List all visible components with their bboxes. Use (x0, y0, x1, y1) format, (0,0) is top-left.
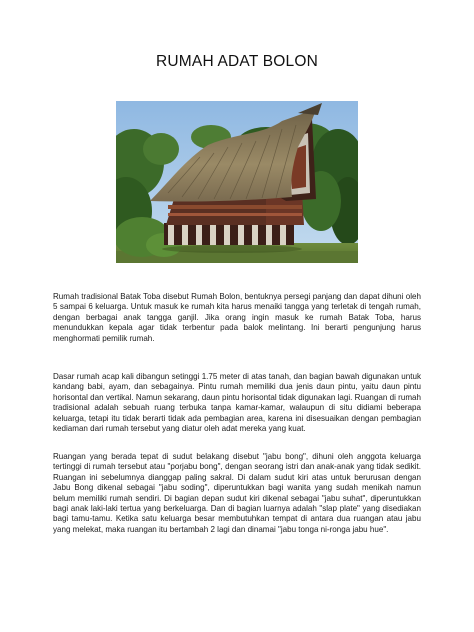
paragraph-1: Rumah tradisional Batak Toba disebut Rumah Bolon, bentuknya persegi panjang dan dapat dihuni oleh 5 sampai 6 keluarga. Untuk masuk ke rumah kita harus menaiki tangga yang terletak di tengah rumah, dengan berbagai anak tangga ganjil. Jika orang ingin masuk ke rumah Batak Toba, harus menundukkan kepala agar tidak terbentur pada balok melintang. Ini berarti pengunjung harus menghormati pemilik rumah. (53, 292, 421, 343)
page-title: RUMAH ADAT BOLON (156, 53, 318, 70)
rumah-bolon-photo (116, 101, 358, 263)
paragraph-3: Ruangan yang berada tepat di sudut belakang disebut "jabu bong", dihuni oleh anggota keluarga tertinggi di rumah tersebut atau "porjabu bong", dengan seorang istri dan anak-anak yang tidak sedikit. Ruangan ini sebelumnya dianggap paling sakral. Di dalam sudut kiri atas untuk berurusan dengan Jabu Bong dikenal sebagai "jabu soding", diperuntukkan bagi wanita yang sudah menikah namun belum memiliki rumah sendiri. Di bagian depan sudut kiri dikenal sebagai "jabu suhat", diperuntukkan bagi anak laki-laki tertua yang berkeluarga. Dan di bagian luarnya adalah "slap plate" yang disediakan bagi tamu-tamu. Ketika satu keluarga besar membutuhkan tempat di antara dua ruangan atau jabu yang melekat, maka ruangan itu bertambah 2 lagi dan dinamai "jabu tonga ni-ronga jabu hue". (53, 452, 421, 534)
paragraph-2: Dasar rumah acap kali dibangun setinggi 1.75 meter di atas tanah, dan bagian bawah digunakan untuk kandang babi, ayam, dan sebagainya. Pintu rumah memiliki dua jenis daun pintu, yaitu daun pintu horisontal dan vertikal. Namun sekarang, daun pintu horisontal tidak digunakan lagi. Ruangan di rumah tradisional adalah sebuah ruang terbuka tanpa kamar-kamar, walaupun di situ didiami beberapa keluarga, tetapi itu tidak berarti tidak ada pembagian area, karena ini disesuaikan dengan pembagian kediaman dari rumah tersebut yang diatur oleh adat mereka yang kuat. (53, 372, 421, 434)
